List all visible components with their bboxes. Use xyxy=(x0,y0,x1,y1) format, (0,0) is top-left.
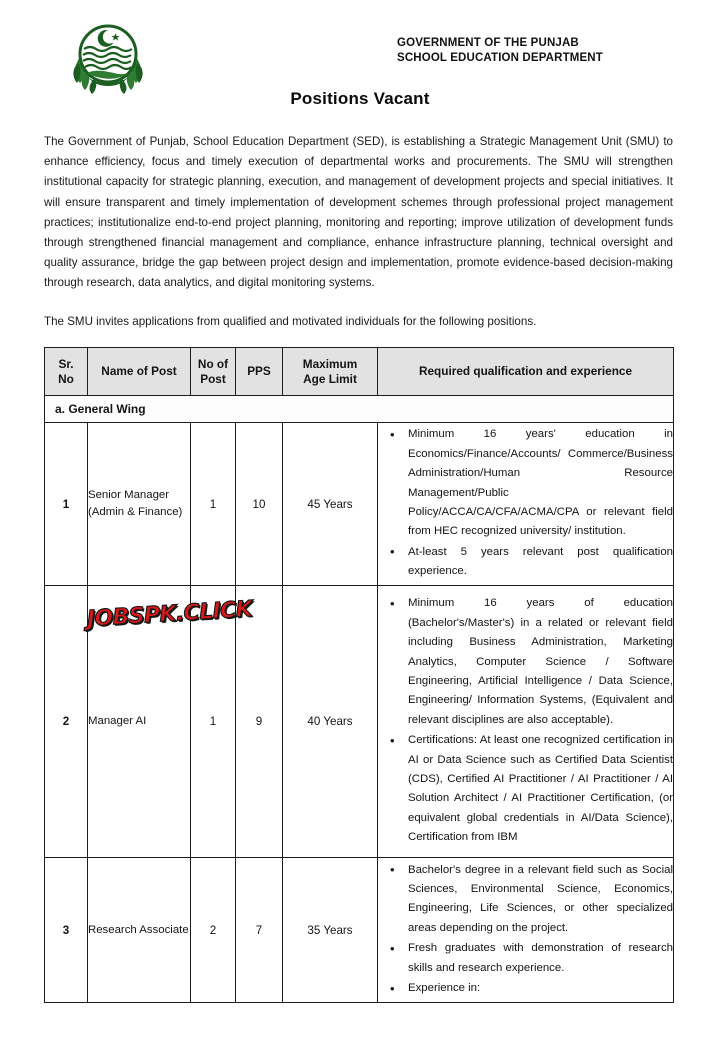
qualification-list xyxy=(378,425,673,581)
page-title: Positions Vacant xyxy=(290,89,430,108)
intro-section xyxy=(44,132,673,332)
column-header-no-of-post-line1: No of xyxy=(197,356,229,371)
vacancies-table-wrapper xyxy=(44,347,673,1003)
cell-max-age: 45 Years xyxy=(283,423,378,586)
qualification-item: • Bachelor's degree in a relevant field such as Social Sciences, Environmental Science, Economics, Engineering, Life Sciences, or other specialized areas depending on the project. xyxy=(378,861,673,939)
site-watermark: JOBSPK.CLICK xyxy=(86,596,253,632)
cell-qualification xyxy=(378,858,674,1003)
cell-no-of-post: 1 xyxy=(191,586,236,858)
table-header xyxy=(45,348,674,396)
section-label-general-wing: a. General Wing xyxy=(45,396,674,423)
column-header-no-of-post xyxy=(191,348,236,396)
column-header-pps: PPS xyxy=(236,348,283,396)
table-header-row xyxy=(45,348,674,396)
qualification-item: • Certifications: At least one recognized certification in AI or Data Science such as Certified Data Scientist (CDS), Certified AI Practitioner / AI Practitioner / AI Solution Architect / AI Practitioner Certification, (or equivalent global credentials in AI/Data Science), Certification from IBM xyxy=(378,731,673,847)
table-row xyxy=(45,858,674,1003)
cell-name-of-post: Manager AI xyxy=(88,586,191,858)
table-row xyxy=(45,586,674,858)
cell-sr-no: 3 xyxy=(45,858,88,1003)
cell-sr-no: 1 xyxy=(45,423,88,586)
intro-paragraph-1: The Government of Punjab, School Education Department (SED), is establishing a Strategic Management Unit (SMU) to enhance efficiency, focus and timely execution of departmental works and procurements. The SMU will strengthen institutional capacity for strategic planning, execution, and management of development projects and special initiatives. It will ensure transparent and timely implementation of development schemes through professional project management practices; institutionalize end-to-end project planning, monitoring and reporting; improve utilization of development funds through strengthened financial management and compliance, enhance infrastructure planning, technical oversight and quality assurance, bridge the gap between project design and implementation, promote evidence-based decision-making through research, data analytics, and digital monitoring systems. xyxy=(44,135,673,290)
cell-qualification xyxy=(378,586,674,858)
column-header-required-qualification: Required qualification and experience xyxy=(378,348,674,396)
cell-pps: 7 xyxy=(236,858,283,1003)
government-title-block xyxy=(397,36,603,65)
cell-sr-no: 2 xyxy=(45,586,88,858)
cell-no-of-post: 1 xyxy=(191,423,236,586)
cell-name-of-post xyxy=(88,858,191,1003)
column-header-name-of-post: Name of Post xyxy=(88,348,191,396)
qualification-item: • Fresh graduates with demonstration of research skills and research experience. xyxy=(378,939,673,978)
department-name-line: SCHOOL EDUCATION DEPARTMENT xyxy=(397,51,603,64)
cell-name-of-post-text: Research Associate xyxy=(88,923,189,936)
column-header-max-age-line1: Maximum xyxy=(302,356,358,371)
punjab-government-emblem-icon xyxy=(66,19,150,95)
cell-pps: 10 xyxy=(236,423,283,586)
qualification-item: • Minimum 16 years of education (Bachelor's/Master's) in a related or relevant field including Business Administration, Marketing Analytics, Computer Science / Software Engineering, Artificial Intelligence / Data Science, Engineering/ Information Systems, (Equivalent and relevant disciplines are also acceptable). xyxy=(378,594,673,730)
government-name-line: GOVERNMENT OF THE PUNJAB xyxy=(397,37,579,49)
table-body xyxy=(45,396,674,1003)
column-header-max-age-limit xyxy=(283,348,378,396)
qualification-list xyxy=(378,861,673,999)
qualification-item: • Minimum 16 years' education in Economics/Finance/Accounts/ Commerce/Business Administration/Human Resource Management/Public Policy/ACCA/CA/CFA/ACMA/CPA or relevant field from HEC recognized university/ institution. xyxy=(378,425,673,541)
qualification-item: • Experience in: xyxy=(378,979,673,998)
intro-paragraph-2: The SMU invites applications from qualified and motivated individuals for the following positions. xyxy=(44,314,537,328)
column-header-sr-no xyxy=(45,348,88,396)
cell-pps: 9 xyxy=(236,586,283,858)
cell-qualification xyxy=(378,423,674,586)
qualification-item: • At-least 5 years relevant post qualification experience. xyxy=(378,543,673,582)
qualification-list xyxy=(378,594,673,847)
table-row xyxy=(45,423,674,586)
cell-no-of-post: 2 xyxy=(191,858,236,1003)
cell-max-age: 40 Years xyxy=(283,586,378,858)
table-section-row xyxy=(45,396,674,423)
cell-max-age: 35 Years xyxy=(283,858,378,1003)
column-header-sr-no-line2: No xyxy=(58,371,74,386)
vacancies-table xyxy=(44,347,674,1003)
cell-name-of-post: Senior Manager (Admin & Finance) xyxy=(88,423,191,586)
column-header-no-of-post-line2: Post xyxy=(200,371,226,386)
column-header-max-age-line2: Age Limit xyxy=(303,371,357,386)
column-header-sr-no-line1: Sr. xyxy=(58,356,74,371)
